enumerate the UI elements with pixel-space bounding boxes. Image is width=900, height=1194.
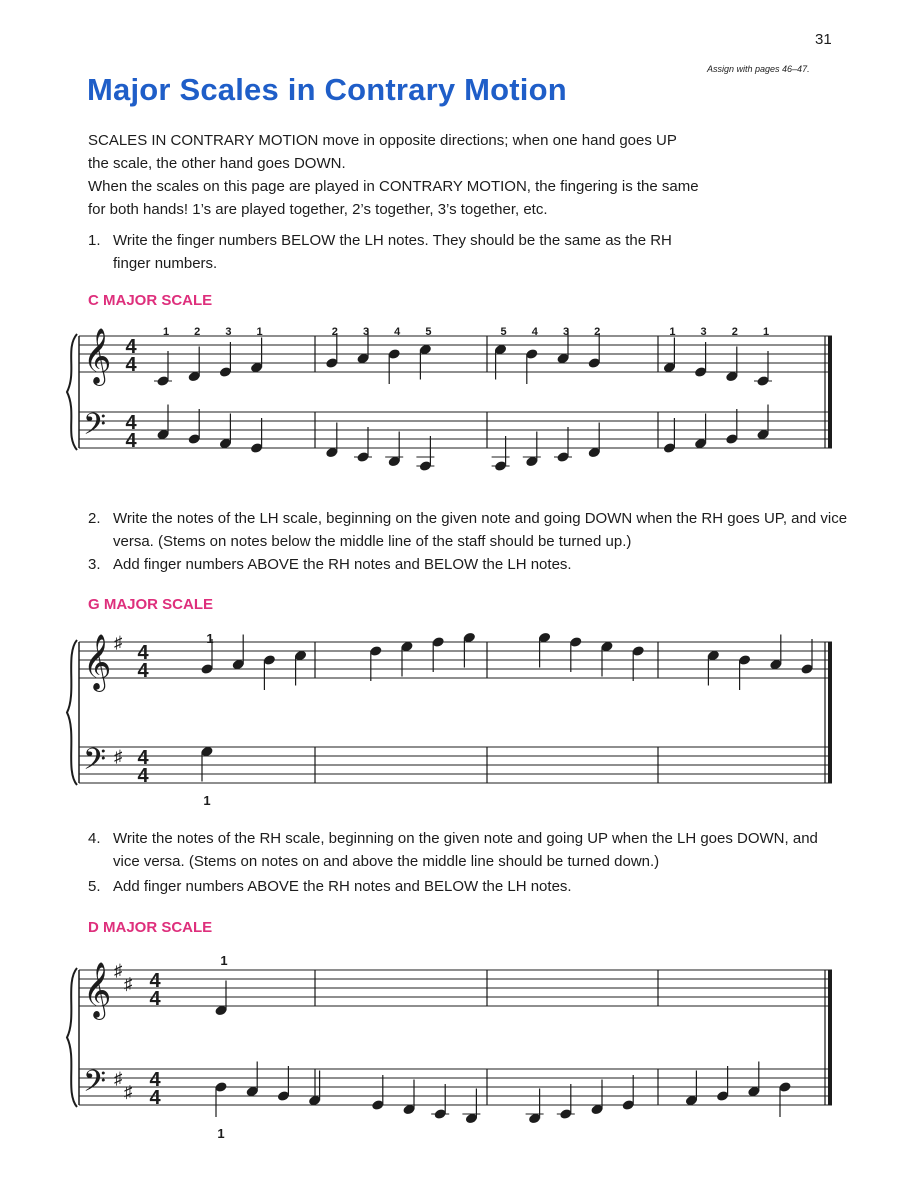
g-major-grand-staff: [0, 600, 900, 820]
time-signature-bottom: 4: [125, 430, 137, 452]
finger-number: 3: [700, 326, 707, 338]
time-signature-bottom: 4: [137, 660, 149, 682]
finger-number: 1: [256, 326, 263, 338]
time-signature-top: 4: [125, 336, 137, 358]
time-signature-top: 4: [149, 1069, 161, 1091]
finger-number: 1: [162, 326, 170, 338]
step-text: Write the notes of the RH scale, beginning on the given note and going UP when the LH goes DOWN, and vice versa. (Stems on notes on and above the middle line should be turned down.): [113, 830, 818, 870]
bass-clef-icon: 𝄢: [83, 742, 107, 783]
g-major-heading: G MAJOR SCALE: [88, 596, 214, 613]
finger-number: 5: [500, 326, 507, 338]
step-text: Write the notes of the LH scale, beginning on the given note and going DOWN when the RH goes UP, and vice versa. (Stems on notes below the middle line of the staff should be turned up.): [113, 510, 848, 550]
step-number: 2.: [88, 510, 101, 527]
lh-finger-number: 1: [217, 1126, 225, 1141]
page-number: 31: [815, 31, 832, 48]
step-number: 4.: [88, 830, 101, 847]
assign-note: Assign with pages 46–47.: [707, 64, 810, 74]
instruction-step: [88, 875, 848, 898]
finger-number: 4: [531, 326, 538, 338]
lh-finger-number: 1: [203, 793, 211, 808]
time-signature-top: 4: [125, 412, 137, 434]
intro-paragraph-2: When the scales on this page are played in CONTRARY MOTION, the fingering is the same for both hands! 1’s are played together, 2’s together, 3’s together, etc.: [88, 178, 699, 218]
brace: [67, 640, 77, 785]
d-major-heading: D MAJOR SCALE: [88, 919, 213, 936]
finger-number: 2: [594, 326, 601, 338]
finger-number: 3: [225, 326, 232, 338]
step-text: Add finger numbers ABOVE the RH notes and BELOW the LH notes.: [113, 556, 572, 573]
finger-number: 5: [425, 326, 432, 338]
rh-finger-number: 1: [206, 631, 214, 646]
sharp-icon: ♯: [114, 1069, 123, 1088]
sharp-icon: ♯: [114, 633, 123, 652]
treble-clef-icon: 𝄞: [83, 330, 112, 383]
finger-number: 3: [562, 326, 570, 338]
brace: [67, 334, 77, 450]
finger-number: 2: [731, 326, 738, 338]
c-major-grand-staff: [0, 300, 900, 490]
time-signature-bottom: 4: [125, 354, 137, 376]
instruction-step: [88, 229, 698, 275]
step-number: 1.: [88, 232, 101, 249]
rh-finger-number: 1: [220, 953, 228, 968]
sharp-icon: ♯: [114, 961, 123, 980]
brace: [67, 968, 77, 1107]
sharp-icon: ♯: [124, 974, 133, 994]
step-number: 5.: [88, 878, 101, 895]
finger-number: 3: [362, 326, 370, 338]
page-title: Major Scales in Contrary Motion: [87, 72, 567, 107]
sharp-icon: ♯: [124, 1082, 133, 1102]
instruction-step: [88, 507, 848, 553]
step-text: Write the finger numbers BELOW the LH notes. They should be the same as the RH finger numbers.: [113, 232, 672, 272]
time-signature-bottom: 4: [137, 765, 149, 787]
finger-number: 1: [669, 326, 676, 338]
instruction-step: [88, 827, 848, 873]
finger-number: 2: [194, 326, 201, 338]
treble-clef-icon: 𝄞: [83, 964, 112, 1017]
d-major-grand-staff: [0, 940, 900, 1150]
time-signature-bottom: 4: [149, 1087, 161, 1109]
finger-number: 2: [331, 326, 338, 338]
step-number: 3.: [88, 556, 101, 573]
finger-number: 1: [762, 326, 770, 338]
time-signature-bottom: 4: [149, 988, 161, 1010]
time-signature-top: 4: [137, 747, 149, 769]
treble-clef-icon: 𝄞: [83, 636, 112, 689]
time-signature-top: 4: [149, 970, 161, 992]
c-major-heading: C MAJOR SCALE: [88, 292, 213, 309]
finger-number: 4: [394, 326, 401, 338]
bass-clef-icon: 𝄢: [83, 1064, 107, 1105]
intro-paragraph-1: SCALES IN CONTRARY MOTION move in opposite directions; when one hand goes UP the scale, the other hand goes DOWN.: [88, 132, 677, 172]
sharp-icon: ♯: [114, 747, 123, 766]
time-signature-top: 4: [137, 642, 149, 664]
bass-clef-icon: 𝄢: [83, 407, 107, 448]
step-text: Add finger numbers ABOVE the RH notes and BELOW the LH notes.: [113, 878, 572, 895]
instruction-step: [88, 553, 848, 576]
